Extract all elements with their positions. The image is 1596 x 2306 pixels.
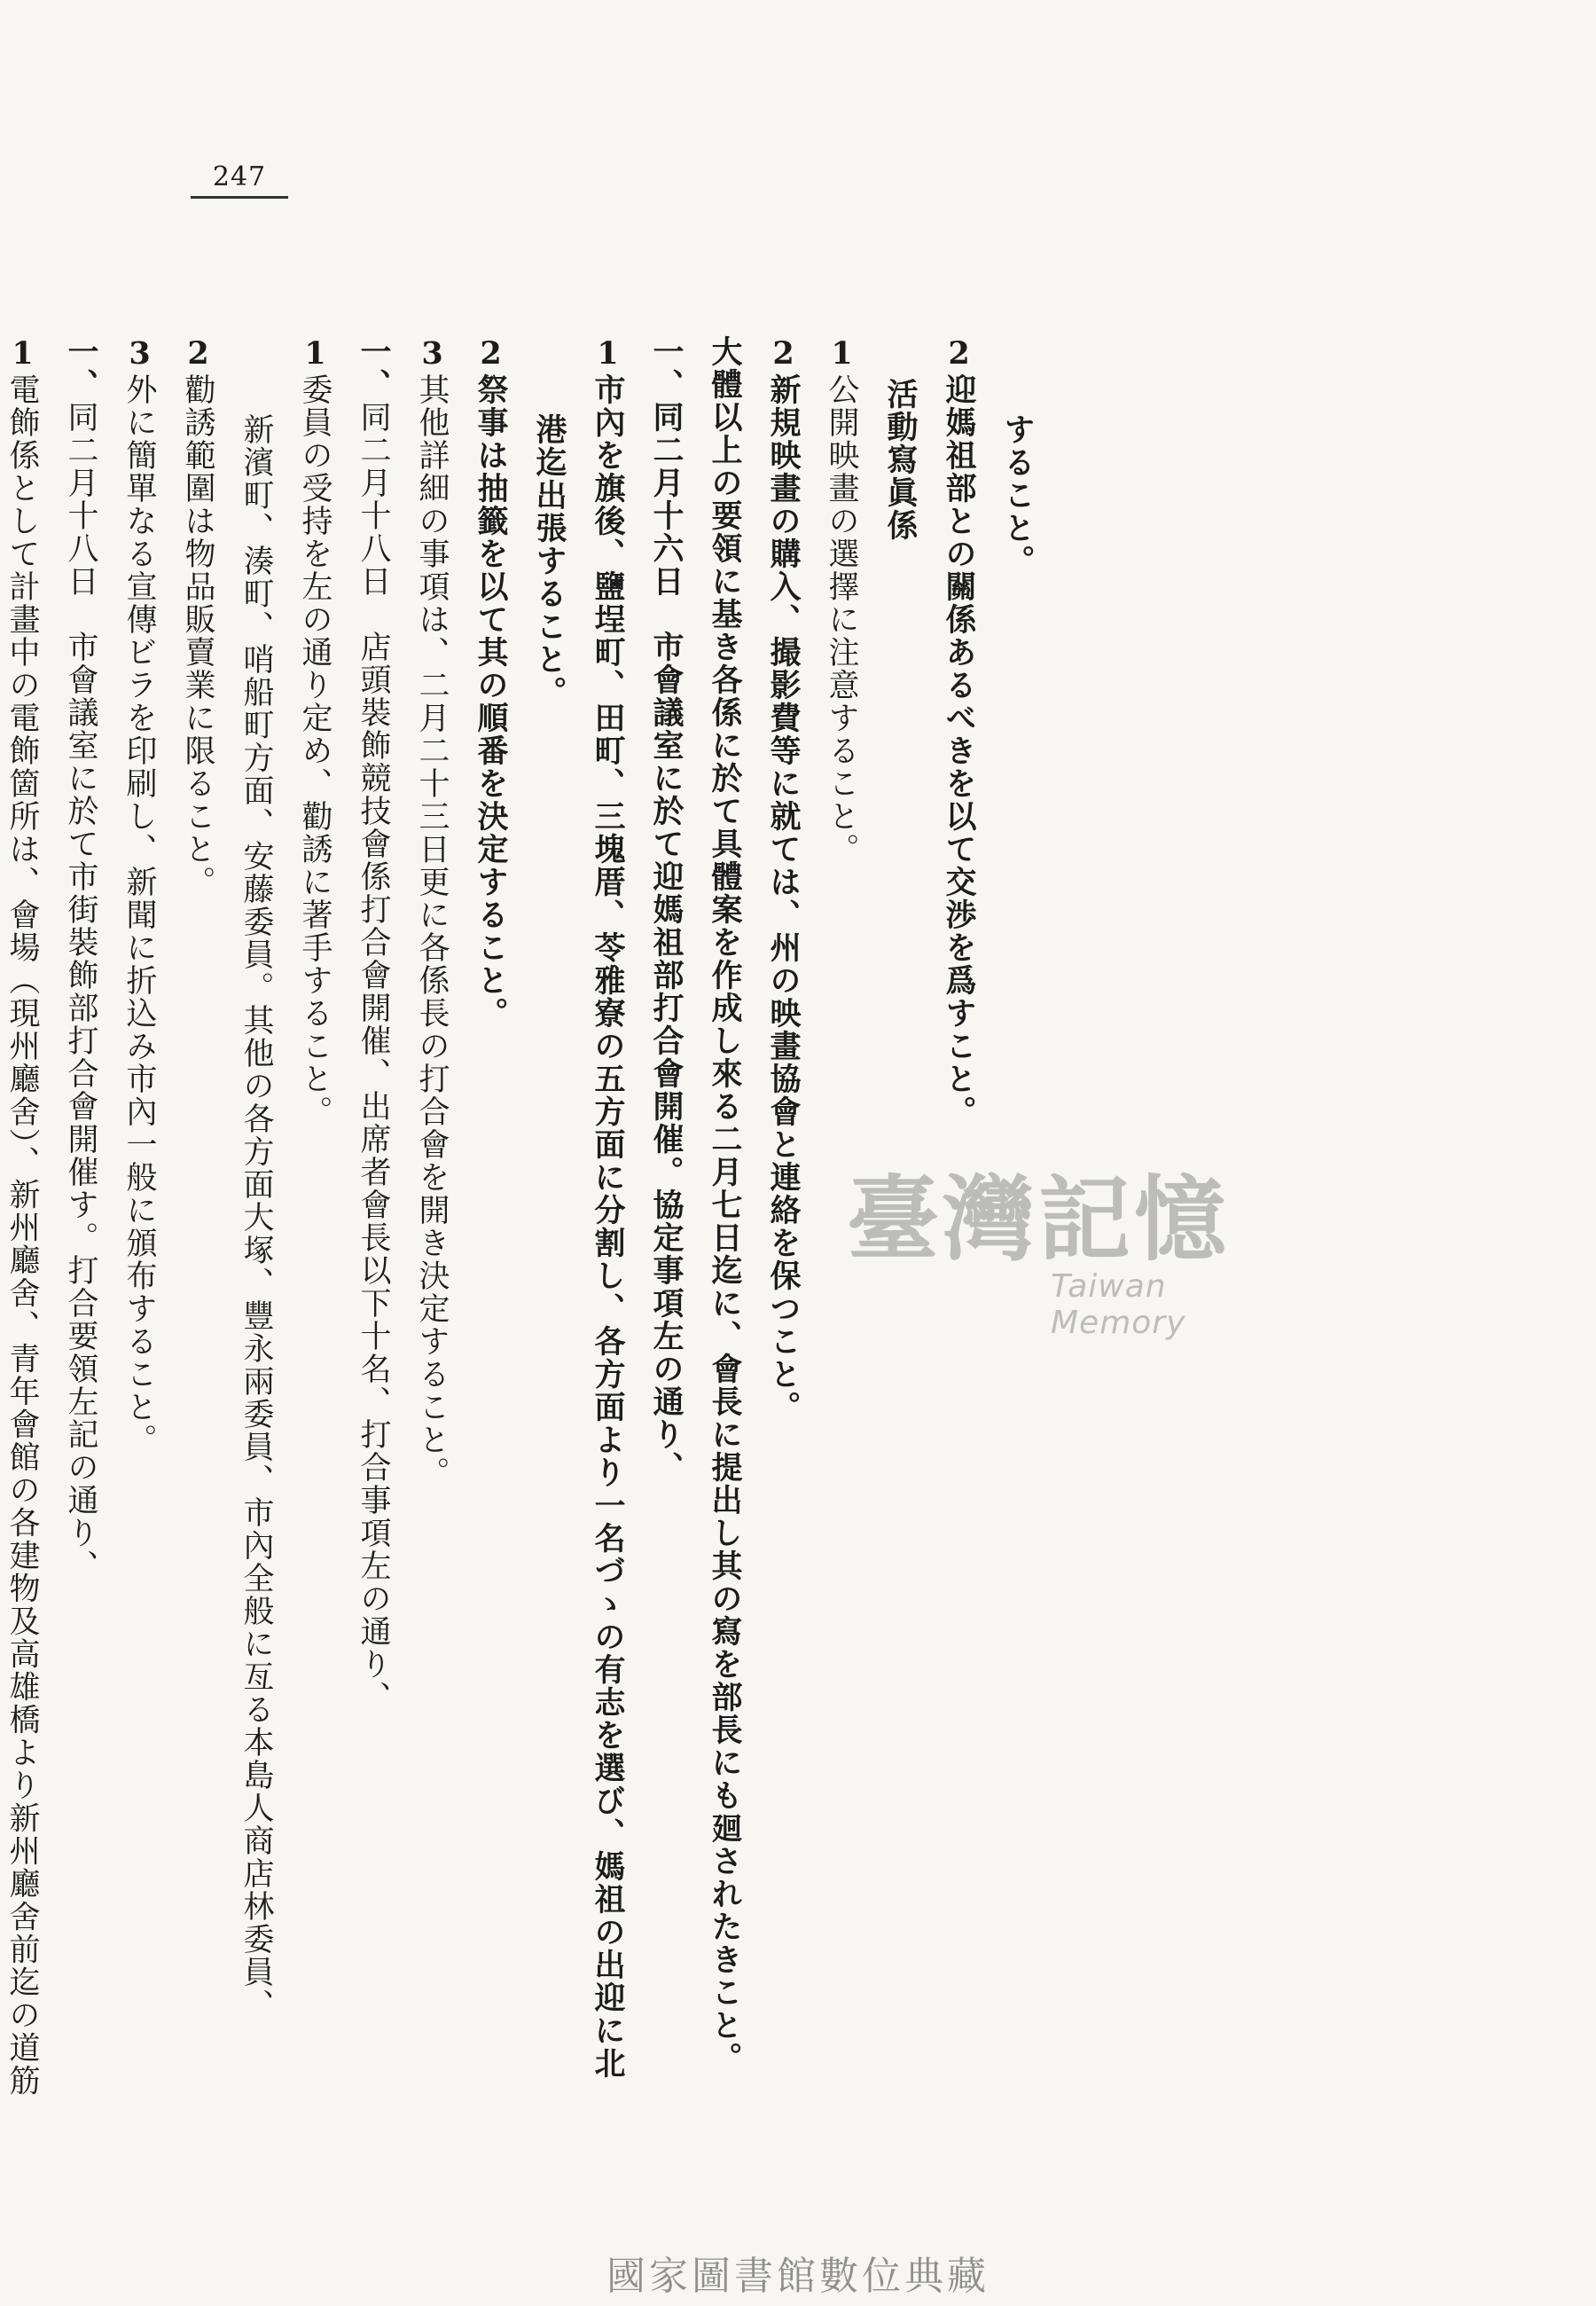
column-lead: 2 — [180, 335, 216, 373]
text-column — [227, 335, 286, 2240]
text-column — [520, 335, 578, 2240]
column-text: 活動寫眞係 — [882, 378, 919, 542]
text-column — [754, 335, 812, 2162]
text-column — [403, 335, 461, 2162]
section-heading — [871, 335, 929, 2205]
column-text: 電飾係として計畫中の電飾箇所は、會場（現州廳舍）、新州廳舍、青年會館の各建物及高雄橋より新州廳舍前迄の道筋 — [4, 373, 40, 2098]
column-text: 同二月十八日 店頭裝飾競技會係打合會開催、出席者會長以下十名、打合事項左の通り、 — [356, 401, 391, 1714]
column-text: 其他詳細の事項は、二月二十三日更に各係長の打合會を開き決定すること。 — [414, 373, 450, 1489]
text-column — [578, 335, 637, 2162]
text-column — [168, 335, 227, 2162]
footer-caption: 國家圖書館數位典藏 — [606, 2254, 990, 2299]
column-text: 委員の受持を左の通り定め、勸誘に著手すること。 — [297, 373, 332, 1128]
vertical-text-block — [4, 335, 1046, 2162]
column-lead: 一、 — [356, 335, 392, 401]
column-text: 新濱町、湊町、哨船町方面、安藤委員。其他の各方面大塚、豐永兩委員、市內全般に亙る本島人商店林委員、 — [239, 413, 274, 2021]
column-text: 勸誘範圍は物品販賣業に限ること。 — [180, 373, 215, 898]
text-column — [988, 335, 1046, 2240]
watermark-subtitle: Taiwan Memory — [1051, 1268, 1186, 1341]
page-number: 247 — [191, 161, 288, 199]
column-text: 大體以上の要領に基き各係に於て具體案を作成し來る二月七日迄に、會長に提出し其の寫を部長にも廻されたきこと。 — [707, 335, 743, 2075]
text-column — [286, 335, 344, 2162]
column-lead: 1 — [824, 335, 860, 373]
column-lead: 1 — [590, 335, 626, 373]
text-column — [461, 335, 520, 2162]
text-column — [51, 335, 110, 2162]
column-text: 市內を旗後、鹽埕町、田町、三塊厝、苓雅寮の五方面に分割し、各方面より一名づゝの有志を選び、媽祖の出迎に北 — [590, 373, 626, 2080]
column-lead: 1 — [4, 335, 41, 373]
column-text: 外に簡單なる宣傳ビラを印刷し、新聞に折込み市內一般に頒布すること。 — [121, 373, 157, 1456]
text-column — [695, 335, 754, 2162]
text-column — [929, 335, 988, 2162]
column-text: 迎媽祖部との關係あるべきを以て交渉を爲すこと。 — [941, 373, 977, 1128]
text-column — [344, 335, 403, 2162]
column-text: すること。 — [999, 413, 1036, 577]
column-text: 新規映畫の購入、撮影費等に就ては、州の映畫協會と連絡を保つこと。 — [765, 373, 802, 1424]
column-text: 港迄出張すること。 — [531, 413, 567, 709]
column-lead: 一、 — [648, 335, 685, 401]
column-lead: 3 — [414, 335, 450, 373]
column-text: 同二月十六日 市會議室に於て迎媽祖部打合會開催。協定事項左の通り、 — [648, 401, 685, 1484]
column-lead: 2 — [765, 335, 802, 373]
column-lead: 2 — [473, 335, 509, 373]
text-column — [637, 335, 695, 2162]
column-lead: 1 — [297, 335, 333, 373]
text-column — [0, 335, 51, 2162]
text-column — [110, 335, 168, 2162]
column-lead: 2 — [941, 335, 977, 373]
text-column — [812, 335, 871, 2162]
column-text: 祭事は抽籤を以て其の順番を決定すること。 — [473, 373, 509, 1030]
watermark-title: 臺灣記憶 — [847, 1165, 1231, 1274]
column-text: 同二月十八日 市會議室に於て市街裝飾部打合會開催す。打合要領左記の通り、 — [63, 401, 98, 1582]
column-text: 公開映畫の選擇に注意すること。 — [824, 373, 859, 866]
column-lead: 一、 — [63, 335, 99, 401]
column-lead: 3 — [121, 335, 158, 373]
